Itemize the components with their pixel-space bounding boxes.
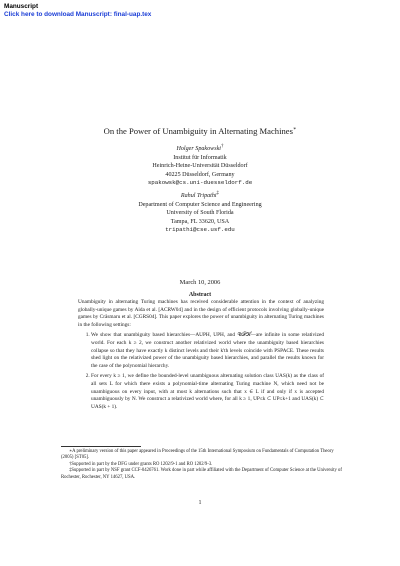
footnotes: [61, 446, 343, 481]
paper-title-text: On the Power of Unambiguity in Alternating Machines: [103, 126, 293, 136]
author-1-affiliation-line: Institut für Informatik: [173, 154, 227, 161]
paper-date: March 10, 2006: [179, 279, 221, 286]
author-2-email: tripathi@cse.usf.edu: [165, 226, 235, 234]
abstract-intro: Unambiguity in alternating Turing machines has received considerable attention in the context of analyzing globally-unique games by Aida et al. [ACRW04] and in the design of efficient protocols involving globally-unique games by Crâsmaru et al. [CGRS04]. This paper explores the power of unambiguity in alternating Turing machines in the following settings:: [78, 299, 324, 328]
download-manuscript-link[interactable]: Click here to download Manuscript: final-uap.tex: [4, 11, 152, 18]
author-1-email: spakowsk@cs.uni-duesseldorf.de: [147, 179, 253, 187]
footnote: †Supported in part by the DFG under grants RO 1202/9-1 and RO 1202/9-3.: [69, 461, 213, 467]
author-2-mark: ‡: [216, 190, 220, 196]
paper-title: [0, 126, 400, 136]
page-number: 1: [198, 500, 202, 506]
abstract-item: 1. We show that unambiguity based hierarchies—AUPH, UPH, and 𝒰𝒫ℋ—are infinite in some relativized world. For each k ≥ 2, we construct another relativized world where the unambiguity based hierarchies collapse so that they have exactly k distinct levels and their k'th levels coincide with PSPACE. These results shed light on the relativized power of the unambiguity based hierarchies, and parallel the results known for the case of the polynomial hierarchy.: [91, 332, 324, 370]
author-1-affiliation-line: 40225 Düsseldorf, Germany: [165, 171, 235, 178]
author-2-affiliation-line: University of South Florida: [166, 210, 234, 217]
manuscript-banner: [4, 3, 151, 19]
author-block: [0, 145, 400, 235]
title-footnote-mark: ∗: [292, 127, 297, 133]
author-1: [0, 145, 400, 154]
footnote: ‡Supported in part by NSF grant CCF-0426761. Work done in part while affiliated with the Department of Computer Science at the University of Rochester, Rochester, NY 14627, USA.: [61, 468, 342, 480]
abstract-item: 2. For every k ≥ 1, we define the bounded-level unambiguous alternating solution class UAS(k) as the class of all sets L for which there exists a polynomial-time alternating Turing machine N, which need not be unambiguous on every input, with at most k alternations such that x ∈ L if and only if x is accepted unambiguously by N. We construct a relativized world where, for all k ≥ 1, UP≤k ⊂ UP≤k+1 and UAS(k) ⊂ UAS(k + 1).: [91, 373, 324, 411]
footnote: ∗A preliminary version of this paper appeared in Proceedings of the 15th International Symposium on Fundamentals of Computation Theory (2005) [ST05].: [61, 449, 334, 461]
abstract-body: [78, 299, 324, 414]
author-2-affiliation-line: Tampa, FL 33620, USA: [170, 218, 230, 225]
author-1-name: Holger Spakowski: [176, 146, 221, 152]
author-1-mark: †: [221, 143, 224, 149]
abstract-heading: Abstract: [188, 292, 212, 298]
author-2: [0, 192, 400, 201]
manuscript-label: Manuscript: [4, 3, 39, 10]
footnote-rule: [61, 446, 141, 447]
author-2-name: Rahul Tripathi: [180, 192, 217, 199]
abstract-list: [78, 332, 324, 411]
author-2-affiliation-line: Department of Computer Science and Engineering: [138, 201, 262, 208]
author-1-affiliation-line: Heinrich-Heine-Universität Düsseldorf: [152, 163, 248, 170]
